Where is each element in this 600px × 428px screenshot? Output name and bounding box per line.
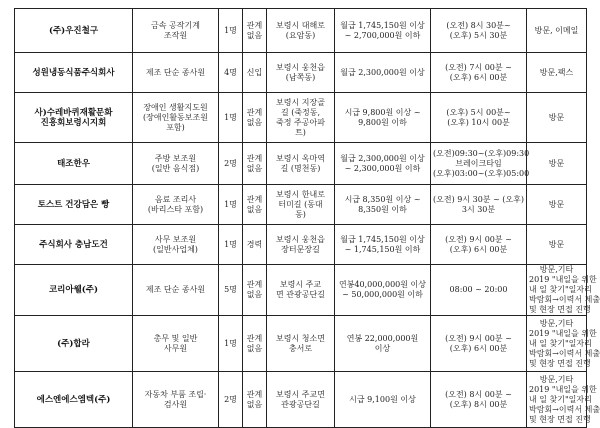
work-hours-cell <box>431 93 527 143</box>
headcount-line: 1명 <box>224 112 237 122</box>
career-cell <box>243 9 267 53</box>
work-hours-line: (오전) 9시 00분 ~ <box>445 333 512 343</box>
application-method-line: 2019 "내일을 위한 <box>529 328 597 338</box>
headcount-line: 1명 <box>224 199 237 209</box>
company-name-cell <box>15 53 133 93</box>
headcount-cell <box>219 265 243 316</box>
location-cell <box>267 93 335 143</box>
job-title-cell <box>133 372 219 428</box>
career-line: 없음 <box>246 204 263 214</box>
application-method-line: 방문,기타 <box>539 318 574 328</box>
work-hours-line: 3시 30분 <box>461 204 496 214</box>
career-line: 관계 <box>246 153 263 163</box>
application-method-line: 방문,팩스 <box>539 67 574 77</box>
application-method-line: 내 일 찾기"일자리 <box>529 394 592 404</box>
career-line: 신입 <box>246 67 263 77</box>
application-method-cell <box>527 185 587 225</box>
work-hours-cell <box>431 143 530 185</box>
wage-line: 9,800원 이하 <box>358 117 407 127</box>
location-cell <box>267 9 335 53</box>
company-name-line: 진흥회보령시지회 <box>40 117 107 128</box>
career-cell <box>243 372 267 428</box>
application-method-line: 박람회→이력서 제출 <box>529 348 600 358</box>
company-name-cell <box>15 316 133 372</box>
job-title-line: 제조 단순 종사원 <box>145 67 206 77</box>
application-method-cell <box>527 225 587 265</box>
table-row <box>15 316 587 372</box>
wage-cell <box>335 316 431 372</box>
job-title-line: 주방 보조원 <box>154 153 197 163</box>
application-method-line: 박람회→이력서 제출 <box>529 404 600 414</box>
job-title-line: 사무원 <box>163 343 188 353</box>
location-line: 관광공단길 <box>281 399 320 409</box>
wage-line: 연봉 22,000,000원 <box>346 333 419 343</box>
application-method-cell <box>527 53 587 93</box>
wage-cell <box>335 225 431 265</box>
headcount-line: 1명 <box>224 338 237 348</box>
company-name-line: (주)합라 <box>57 338 90 349</box>
headcount-cell <box>219 143 243 185</box>
job-title-line: 검사원 <box>163 399 188 409</box>
location-line: 면 관광공단길 <box>276 290 325 299</box>
company-name-line: 코리아웰(주) <box>48 285 99 295</box>
career-cell <box>243 316 267 372</box>
wage-line: 월급 1,745,150원 이상 <box>340 234 425 244</box>
company-name-line: 주식회사 충남도건 <box>39 239 108 250</box>
application-method-line: 내 일 찾기"일자리 <box>529 285 592 294</box>
location-cell <box>267 265 335 316</box>
application-method-line: 방문,기타 <box>539 374 574 384</box>
work-hours-cell <box>431 372 527 428</box>
job-title-cell <box>133 316 219 372</box>
work-hours-line: 08:00 ~ 20:00 <box>449 285 508 294</box>
wage-line: 시급 8,350원 이상 ~ <box>344 194 421 204</box>
career-cell <box>243 143 267 185</box>
job-title-line: 포함) <box>166 122 185 132</box>
company-name-line: 에스엔에스엠텍(주) <box>36 394 111 405</box>
application-method-cell <box>527 265 600 316</box>
company-name-line: 사)수레바퀴재활문화 <box>34 107 113 118</box>
wage-cell <box>335 185 431 225</box>
work-hours-line: (오전) 9시 00분 ~ <box>445 234 512 244</box>
job-title-line: 총무 및 일반 <box>153 333 198 343</box>
wage-line: ~ 2,300,000원 이하 <box>344 163 421 173</box>
headcount-cell <box>219 9 243 53</box>
job-title-line: 조작원 <box>163 30 188 40</box>
headcount-cell <box>219 93 243 143</box>
application-method-line: 2019 "내일을 위한 <box>529 275 597 284</box>
location-line: 길 (명천동) <box>280 163 321 173</box>
headcount-line: 4명 <box>224 67 237 77</box>
company-name-cell <box>15 225 133 265</box>
career-cell <box>243 93 267 143</box>
application-method-line: 방문 <box>548 239 565 249</box>
location-cell <box>267 372 335 428</box>
job-title-line: 금속 공작기계 <box>151 20 200 30</box>
job-title-cell <box>133 185 219 225</box>
location-cell <box>267 225 335 265</box>
wage-line: 월급 2,300,000원 이상 <box>340 153 425 163</box>
application-method-line: 2019 "내일을 위한 <box>529 384 597 394</box>
career-line: 없음 <box>246 117 263 127</box>
work-hours-cell <box>431 53 527 93</box>
job-title-cell <box>133 9 219 53</box>
location-line: 보령시 지장골 <box>276 97 325 107</box>
table-row <box>15 9 587 53</box>
work-hours-line: (오후) 10시 00분 <box>447 117 510 127</box>
application-method-line: 내 일 찾기"일자리 <box>529 338 592 348</box>
application-method-line: 방문, 이메일 <box>534 25 579 35</box>
wage-cell <box>335 93 431 143</box>
wage-line: 8,350원 이하 <box>358 204 407 214</box>
career-line: 없음 <box>246 343 263 353</box>
wage-line: 연봉40,000,000원 이상 <box>339 280 426 289</box>
work-hours-cell <box>431 316 527 372</box>
location-cell <box>267 316 335 372</box>
work-hours-line: (오후) 5시 30분 <box>449 30 508 40</box>
location-cell <box>267 53 335 93</box>
job-rows <box>15 9 600 428</box>
career-line: 없음 <box>246 163 263 173</box>
location-cell <box>267 185 335 225</box>
company-name-line: 토스트 건강담은 빵 <box>37 199 110 210</box>
wage-cell <box>335 372 431 428</box>
work-hours-cell <box>431 185 527 225</box>
location-line: 죽정 주공아파 <box>276 117 325 127</box>
work-hours-line: (오후) 8시 00분 <box>449 399 508 409</box>
table-row <box>15 143 587 185</box>
application-method-cell <box>527 9 587 53</box>
application-method-line: 박람회→이력서 제출 <box>529 295 600 304</box>
wage-cell <box>335 53 431 93</box>
wage-line: 시급 9,800원 이상 ~ <box>344 107 421 117</box>
wage-cell <box>335 143 431 185</box>
job-title-line: (일반 음식점) <box>151 163 200 173</box>
job-title-line: (바리스타 포함) <box>147 204 204 214</box>
work-hours-line: (오전) 8시 30분~ <box>446 20 511 30</box>
application-method-cell <box>527 372 600 428</box>
job-title-cell <box>133 225 219 265</box>
location-line: 충서로 <box>288 343 313 353</box>
location-line: 길 (죽정동, <box>280 107 321 117</box>
application-method-line: 및 현장 면접 진행 <box>529 305 591 314</box>
career-line: 관계 <box>246 333 263 343</box>
headcount-line: 2명 <box>224 394 237 404</box>
application-method-line: 및 현장 면접 진행 <box>529 358 591 368</box>
job-listing-table <box>14 8 600 428</box>
headcount-line: 1명 <box>224 25 237 35</box>
table-row <box>15 265 587 316</box>
application-method-line: 방문 <box>548 112 565 122</box>
location-cell <box>267 143 335 185</box>
job-title-line: 음료 조리사 <box>154 194 197 204</box>
location-line: (요암동) <box>285 30 316 40</box>
headcount-cell <box>219 225 243 265</box>
career-cell <box>243 225 267 265</box>
wage-cell <box>335 9 431 53</box>
job-title-cell <box>133 265 219 316</box>
location-line: 보령시 주교 <box>279 280 322 289</box>
table-row <box>15 93 587 143</box>
wage-line: ~ 2,700,000원 이하 <box>344 30 421 40</box>
headcount-line: 5명 <box>224 285 237 294</box>
company-name-cell <box>15 185 133 225</box>
work-hours-line: (오후) 6시 00분 <box>449 244 508 254</box>
work-hours-cell <box>431 225 527 265</box>
location-line: 보령시 웅천읍 <box>276 234 325 244</box>
location-line: 보령시 대해로 <box>276 20 325 30</box>
wage-line: 월급 2,300,000원 이상 <box>340 67 425 77</box>
job-title-cell <box>133 53 219 93</box>
career-line: 관계 <box>246 194 263 204</box>
work-hours-line: (오전) 7시 00분 ~ <box>445 62 512 72</box>
wage-cell <box>335 265 431 316</box>
job-title-line: 사무 보조원 <box>154 234 197 244</box>
job-title-line: (장애인활동보조원 <box>143 112 208 122</box>
career-line: 관계 <box>246 107 263 117</box>
application-method-line: 방문 <box>548 158 565 168</box>
application-method-cell <box>527 93 587 143</box>
career-line: 없음 <box>246 290 263 299</box>
wage-line: 월급 1,745,150원 이상 <box>340 20 425 30</box>
headcount-line: 2명 <box>224 158 237 168</box>
career-cell <box>243 265 267 316</box>
work-hours-line: (오후) 6시 00분 <box>449 343 508 353</box>
wage-line: ~ 50,000,000원 이하 <box>342 290 423 299</box>
headcount-line: 1명 <box>224 239 237 249</box>
location-line: 터미길 (동대 <box>278 199 323 209</box>
company-name-cell <box>15 9 133 53</box>
company-name-line: 성원냉동식품주식회사 <box>32 67 115 78</box>
location-line: 보령시 청소면 <box>276 333 325 343</box>
headcount-cell <box>219 372 243 428</box>
application-method-cell <box>527 316 600 372</box>
location-line: (남쪽동) <box>285 72 316 82</box>
location-line: 보령시 옥마역 <box>276 153 325 163</box>
company-name-cell <box>15 265 133 316</box>
company-name-cell <box>15 143 133 185</box>
company-name-line: (주)우진철구 <box>48 25 99 36</box>
career-line: 관계 <box>246 280 263 289</box>
job-title-cell <box>133 143 219 185</box>
company-name-cell <box>15 93 133 143</box>
application-method-cell <box>527 143 587 185</box>
work-hours-cell <box>431 9 527 53</box>
career-line: 관계 <box>246 389 263 399</box>
work-hours-line: (오전)09:30~(오후)09:30 <box>433 148 530 158</box>
location-line: 보령시 주교면 <box>276 389 325 399</box>
work-hours-line: (오후) 6시 00분 <box>449 72 508 82</box>
work-hours-line: (오후)03:00~(오후)05:00 <box>433 168 530 178</box>
company-name-line: 태조한우 <box>57 158 90 169</box>
work-hours-cell <box>431 265 527 316</box>
headcount-cell <box>219 185 243 225</box>
location-line: 장터문장길 <box>281 244 320 254</box>
job-title-cell <box>133 93 219 143</box>
career-cell <box>243 185 267 225</box>
career-line: 경력 <box>246 239 263 249</box>
location-line: 동) <box>295 209 306 219</box>
headcount-cell <box>219 316 243 372</box>
job-title-line: 장애인 생활지도원 <box>143 102 208 112</box>
table-row <box>15 225 587 265</box>
career-cell <box>243 53 267 93</box>
work-hours-line: (오후) 5시 00분~ <box>446 107 511 117</box>
career-line: 없음 <box>246 30 263 40</box>
table-row <box>15 185 587 225</box>
location-line: 트) <box>295 127 306 137</box>
wage-line: 시급 9,100원 이상 <box>349 394 416 404</box>
job-title-line: 제조 단순 종사원 <box>145 285 206 294</box>
work-hours-line: 브레이크타임 <box>455 158 502 168</box>
table-row <box>15 53 587 93</box>
job-title-line: (일반사업체) <box>153 244 198 254</box>
wage-line: 이상 <box>374 343 391 353</box>
job-title-line: 자동차 부품 조립· <box>144 389 207 399</box>
career-line: 없음 <box>246 399 263 409</box>
headcount-cell <box>219 53 243 93</box>
company-name-cell <box>15 372 133 428</box>
application-method-line: 방문 <box>548 199 565 209</box>
location-line: 보령시 한내로 <box>276 189 325 199</box>
work-hours-line: (오전) 9시 30분 ~ (오후) <box>433 194 524 204</box>
location-line: 보령시 웅천읍 <box>276 62 325 72</box>
table-row <box>15 372 587 428</box>
career-line: 관계 <box>246 20 263 30</box>
wage-line: ~ 1,745,150원 이하 <box>344 244 421 254</box>
work-hours-line: (오전) 8시 00분 ~ <box>445 389 512 399</box>
application-method-line: 및 현장 면접 진행 <box>529 414 591 424</box>
application-method-line: 방문,기타 <box>539 265 574 274</box>
